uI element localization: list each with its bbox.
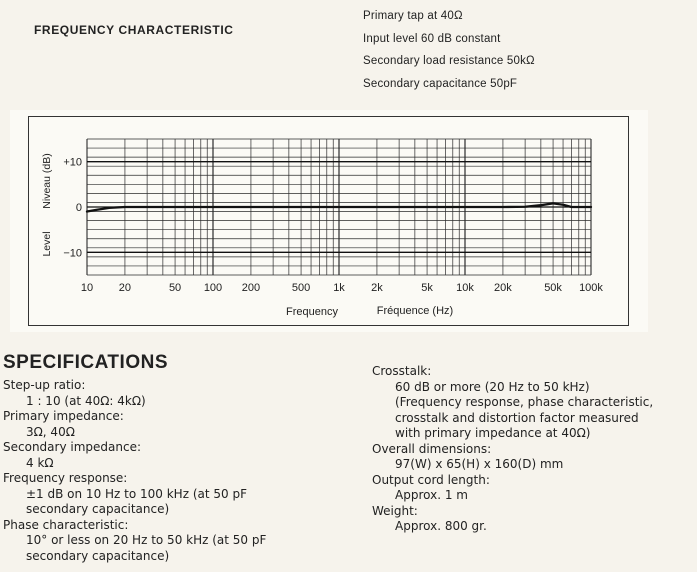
condition-input-level: Input level 60 dB constant <box>363 32 501 45</box>
spec-primary-impedance-label: Primary impedance: <box>3 409 124 423</box>
x-tick-label: 1k <box>333 282 345 294</box>
specifications-title: SPECIFICATIONS <box>3 352 168 373</box>
condition-primary-tap: Primary tap at 40Ω <box>363 10 463 22</box>
x-axis-title: Frequency <box>286 306 338 318</box>
y-tick-label: −10 <box>63 247 82 260</box>
y-axis-title: Level <box>41 231 53 257</box>
spec-crosstalk-label: Crosstalk: <box>372 364 432 378</box>
y-tick-label: 0 <box>75 202 82 214</box>
x-axis-title-french: Fréquence (Hz) <box>376 305 454 317</box>
spec-phase-label: Phase characteristic: <box>3 517 129 532</box>
page-title: FREQUENCY CHARACTERISTIC <box>34 23 234 37</box>
x-tick-label: 50k <box>544 282 562 294</box>
x-tick-label: 500 <box>291 282 311 294</box>
specs-left-column <box>3 378 266 564</box>
x-tick-label: 100k <box>579 282 603 294</box>
x-tick-label: 100 <box>203 282 223 294</box>
y-axis-title-french: Niveau (dB) <box>41 153 53 209</box>
x-tick-label: 10k <box>456 282 474 294</box>
spec-frequency-response-label: Frequency response: <box>3 471 128 485</box>
spec-weight-label: Weight: <box>372 503 418 518</box>
spec-step-up-value: 1 : 10 (at 40Ω: 4kΩ) <box>26 393 146 408</box>
spec-dimensions-label: Overall dimensions: <box>372 441 492 456</box>
x-tick-label: 5k <box>421 282 433 294</box>
x-tick-label: 200 <box>241 282 261 294</box>
spec-step-up-label: Step-up ratio: <box>3 378 86 392</box>
condition-capacitance: Secondary capacitance 50pF <box>363 77 518 90</box>
spec-cord-length-label: Output cord length: <box>372 472 490 487</box>
spec-frequency-response-value: ±1 dB on 10 Hz to 100 kHz (at 50 pF secondary capacitance) <box>26 486 247 516</box>
spec-cord-length-value: Approx. 1 m <box>395 488 468 502</box>
x-tick-label: 50 <box>168 282 182 294</box>
x-tick-label: 10 <box>80 282 94 294</box>
spec-primary-impedance-value: 3Ω, 40Ω <box>26 424 75 439</box>
spec-dimensions-value: 97(W) x 65(H) x 160(D) mm <box>395 457 564 471</box>
spec-secondary-impedance-value: 4 kΩ <box>26 455 54 470</box>
spec-weight-value: Approx. 800 gr. <box>395 519 487 533</box>
specs-right-column <box>372 364 653 535</box>
spec-secondary-impedance-label: Secondary impedance: <box>3 440 141 454</box>
spec-phase-value: 10° or less on 20 Hz to 50 kHz (at 50 pF secondary capacitance) <box>26 533 267 563</box>
spec-crosstalk-value: 60 dB or more (20 Hz to 50 kHz) (Frequency response, phase characteristic, crosstalk and distortion factor measured with primary impedance at 40Ω) <box>395 379 654 440</box>
x-tick-label: 2k <box>371 282 383 294</box>
x-tick-label: 20 <box>118 282 132 294</box>
x-tick-label: 20k <box>494 282 512 294</box>
y-tick-label: +10 <box>63 156 82 169</box>
condition-load-resistance: Secondary load resistance 50kΩ <box>363 55 535 67</box>
